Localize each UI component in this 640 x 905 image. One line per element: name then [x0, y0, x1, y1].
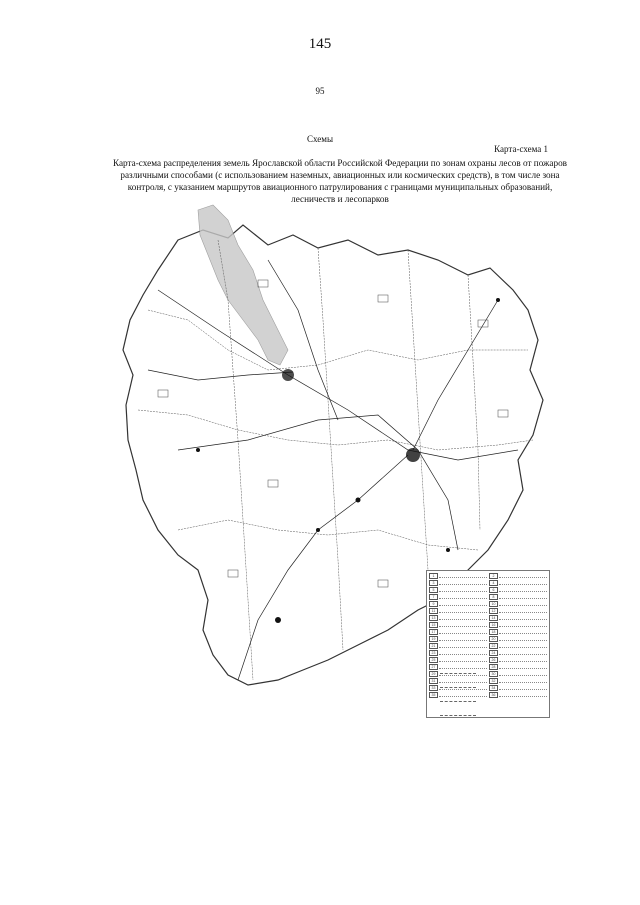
legend-item — [489, 629, 547, 635]
legend-item-number: 27 — [429, 664, 438, 670]
legend-item-number: 26 — [489, 657, 498, 663]
legend-item-number: 13 — [429, 615, 438, 621]
legend-item-number: 22 — [489, 643, 498, 649]
legend-item-number: 34 — [489, 685, 498, 691]
legend-item-number: 33 — [429, 685, 438, 691]
legend-item — [429, 580, 487, 586]
legend-item — [489, 573, 547, 579]
legend-item — [489, 615, 547, 621]
legend-item-number: 5 — [429, 587, 438, 593]
legend-item-number: 15 — [429, 622, 438, 628]
legend-item-number: 25 — [429, 657, 438, 663]
legend-item-number: 36 — [489, 692, 498, 698]
legend-item-number: 28 — [489, 664, 498, 670]
legend-item-number: 4 — [489, 580, 498, 586]
legend-item — [429, 650, 487, 656]
legend-item — [489, 580, 547, 586]
legend-item-number: 3 — [429, 580, 438, 586]
legend-item — [429, 587, 487, 593]
legend-item-number: 29 — [429, 671, 438, 677]
legend-item-number: 8 — [489, 594, 498, 600]
legend-item-number: 7 — [429, 594, 438, 600]
legend-item-number: 20 — [489, 636, 498, 642]
map-identifier: Карта-схема 1 — [494, 144, 548, 154]
map-caption: Карта-схема распределения земель Ярославской области Российской Федерации по зонам охраны лесов от пожаров различными способами (с использованием наземных, авиационных или космических средств), в том числе зона контроля, с указанием маршрутов авиационного патрулирования с границами муниципальных образований, лесничеств и лесопарков — [112, 158, 568, 204]
legend-line-row — [440, 666, 552, 680]
legend-item — [429, 594, 487, 600]
legend-item-number: 14 — [489, 615, 498, 621]
legend-item — [489, 587, 547, 593]
city-rybinsk — [282, 369, 294, 381]
legend-item — [429, 622, 487, 628]
legend-item-number: 31 — [429, 678, 438, 684]
legend-item — [429, 657, 487, 663]
legend-item — [429, 573, 487, 579]
legend-line-row — [440, 680, 552, 694]
legend-item — [489, 636, 547, 642]
legend-item — [429, 629, 487, 635]
legend-line-types — [440, 666, 552, 722]
legend-item-number: 10 — [489, 601, 498, 607]
legend-item-number: 16 — [489, 622, 498, 628]
legend-item — [429, 608, 487, 614]
legend-item — [429, 643, 487, 649]
legend-item-number: 2 — [489, 573, 498, 579]
legend-item — [489, 608, 547, 614]
legend-item — [489, 594, 547, 600]
legend-item — [429, 615, 487, 621]
section-title: Схемы — [306, 134, 333, 144]
legend-item-number: 30 — [489, 671, 498, 677]
legend-item-number: 35 — [429, 692, 438, 698]
legend-item-number: 18 — [489, 629, 498, 635]
legend-item-number: 12 — [489, 608, 498, 614]
legend-line-row — [440, 694, 552, 708]
legend-item — [489, 643, 547, 649]
legend-item-number: 11 — [429, 608, 438, 614]
page-number: 145 — [308, 36, 332, 52]
legend-item-number: 32 — [489, 678, 498, 684]
legend-item-number: 24 — [489, 650, 498, 656]
legend-item-number: 1 — [429, 573, 438, 579]
sub-page-number: 95 — [315, 86, 325, 96]
legend-item-number: 21 — [429, 643, 438, 649]
legend-item — [429, 636, 487, 642]
legend-item-number: 19 — [429, 636, 438, 642]
legend-line-row — [440, 708, 552, 722]
legend-item-number: 6 — [489, 587, 498, 593]
legend-item — [489, 622, 547, 628]
legend-item — [489, 601, 547, 607]
city-yaroslavl — [406, 448, 420, 462]
legend-item-number: 23 — [429, 650, 438, 656]
legend-item — [489, 657, 547, 663]
legend-item — [429, 601, 487, 607]
legend-item — [489, 650, 547, 656]
legend-item-number: 17 — [429, 629, 438, 635]
reservoir — [198, 205, 288, 365]
legend-item-number: 9 — [429, 601, 438, 607]
